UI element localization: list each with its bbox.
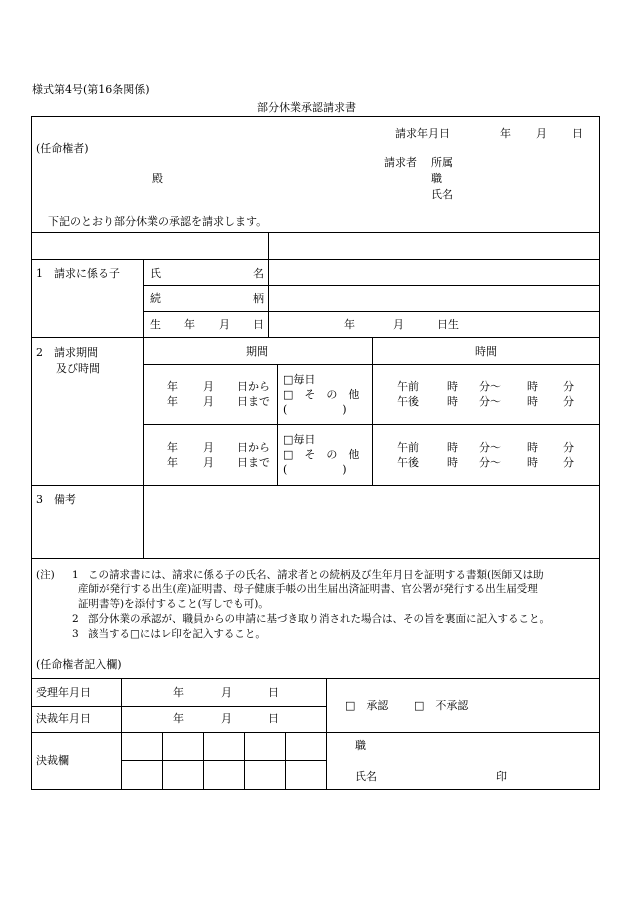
row1-pm-m1: 分～ — [479, 395, 501, 408]
child-birth-label-2: 年 — [184, 318, 195, 331]
decided-date-label: 決裁年月日 — [36, 712, 91, 725]
approve-checkbox[interactable]: □ 承認 — [345, 699, 389, 712]
row1-am-m1: 分～ — [479, 380, 501, 393]
approver-name-label: 氏名 — [355, 770, 377, 783]
received-year: 年 — [173, 686, 184, 699]
row1-am-label: 午前 — [397, 380, 419, 393]
rule-auth-decided — [31, 732, 600, 733]
row1-am-h1: 時 — [447, 380, 458, 393]
request-date-label: 請求年月日 — [395, 127, 450, 140]
form-title: 部分休業承認請求書 — [257, 101, 356, 114]
row2-from-day: 日から — [237, 441, 270, 454]
row1-other-paren: ( ) — [283, 403, 347, 416]
row2-pm-h2: 時 — [527, 456, 538, 469]
row1-pm-m2: 分 — [563, 395, 574, 408]
requester-label: 請求者 — [384, 156, 417, 169]
child-relation-label-1: 続 — [150, 292, 161, 305]
row1-to-day: 日まで — [237, 395, 270, 408]
request-year: 年 — [500, 127, 511, 140]
approver-position-label: 職 — [355, 739, 366, 752]
row1-to-year: 年 — [167, 395, 178, 408]
period-section-label-1: 2 請求期間 — [36, 346, 98, 359]
authority-entry-label: (任命権者記入欄) — [36, 658, 122, 671]
vrule-child-value — [268, 259, 269, 337]
row1-pm-h2: 時 — [527, 395, 538, 408]
rule-period-bottom — [31, 485, 600, 486]
request-month: 月 — [536, 127, 547, 140]
note-1-line-1: この請求書には、請求に係る子の氏名、請求者との続柄及び生年月日を証明する書類(医師又は助 — [88, 569, 544, 581]
rule-auth-received — [31, 706, 326, 707]
row1-opt-other[interactable]: □ そ の 他 — [283, 388, 360, 401]
period-header: 期間 — [246, 345, 268, 358]
period-section-label-2: 及び時間 — [56, 362, 100, 375]
row2-am-m2: 分 — [563, 441, 574, 454]
vrule-stamp-3 — [244, 732, 245, 790]
decision-label: 決裁欄 — [36, 754, 69, 767]
disapprove-checkbox[interactable]: □ 不承認 — [414, 699, 469, 712]
vrule-blank-row — [268, 232, 269, 259]
note-3-line: 該当する□にはレ印を記入すること。 — [88, 628, 266, 640]
child-birth-label-1: 生 — [150, 318, 161, 331]
note-2-line: 部分休業の承認が、職員からの申請に基づき取り消された場合は、その旨を裏面に記入すること。 — [88, 613, 550, 625]
row2-from-month: 月 — [203, 441, 214, 454]
row2-pm-label: 午後 — [397, 456, 419, 469]
request-day: 日 — [572, 127, 583, 140]
rule-blank-row — [31, 259, 600, 260]
child-birth-day: 日生 — [437, 318, 459, 331]
rule-header-bottom — [31, 232, 600, 233]
decided-year: 年 — [173, 712, 184, 725]
child-name-label-2: 名 — [253, 267, 264, 280]
row2-pm-h1: 時 — [447, 456, 458, 469]
vrule-auth-label — [121, 679, 122, 790]
affiliation-label: 所属 — [431, 156, 453, 169]
vrule-stamp-1 — [162, 732, 163, 790]
row2-to-day: 日まで — [237, 456, 270, 469]
row1-pm-label: 午後 — [397, 395, 419, 408]
row1-pm-h1: 時 — [447, 395, 458, 408]
row1-from-year: 年 — [167, 380, 178, 393]
received-date-label: 受理年月日 — [36, 686, 91, 699]
child-birth-month: 月 — [393, 318, 404, 331]
vrule-label-col — [143, 259, 144, 558]
row2-am-h1: 時 — [447, 441, 458, 454]
rule-child-2 — [143, 311, 600, 312]
received-month: 月 — [221, 686, 232, 699]
row2-other-paren: ( ) — [283, 463, 347, 476]
honorific: 殿 — [152, 172, 163, 185]
vrule-period-time — [372, 337, 373, 485]
seal-label: 印 — [496, 770, 507, 783]
remarks-label: 3 備考 — [36, 493, 76, 506]
note-1-line-3: 証明書等)を添付すること(写しでも可)。 — [78, 598, 269, 610]
child-birth-label-4: 日 — [253, 318, 264, 331]
authority-table-border — [31, 679, 600, 790]
rule-child-bottom — [31, 337, 600, 338]
vrule-auth-right — [326, 679, 327, 790]
received-day: 日 — [268, 686, 279, 699]
rule-remarks-bottom — [31, 558, 600, 559]
appointing-authority-label: (任命権者) — [36, 142, 89, 155]
notes-prefix: (注) — [36, 569, 55, 581]
row2-from-year: 年 — [167, 441, 178, 454]
row1-to-month: 月 — [203, 395, 214, 408]
row1-opt-daily[interactable]: □毎日 — [283, 373, 316, 386]
row2-pm-m2: 分 — [563, 456, 574, 469]
note-3-number: 3 — [72, 628, 79, 640]
note-1-line-2: 産師が発行する出生(産)証明書、母子健康手帳の出生届出済証明書、官公署が発行する出生届受理 — [78, 583, 538, 595]
row2-to-year: 年 — [167, 456, 178, 469]
child-relation-label-2: 柄 — [253, 292, 264, 305]
row2-opt-other[interactable]: □ そ の 他 — [283, 448, 360, 461]
rule-child-1 — [143, 285, 600, 286]
row2-am-h2: 時 — [527, 441, 538, 454]
child-name-label-1: 氏 — [150, 267, 161, 280]
form-number: 様式第4号(第16条関係) — [32, 83, 150, 96]
rule-auth-stamp-mid — [121, 760, 326, 761]
row2-am-label: 午前 — [397, 441, 419, 454]
name-label: 氏名 — [431, 188, 453, 201]
vrule-stamp-4 — [285, 732, 286, 790]
row2-to-month: 月 — [203, 456, 214, 469]
child-birth-label-3: 月 — [219, 318, 230, 331]
time-header: 時間 — [475, 345, 497, 358]
note-1-number: 1 — [72, 569, 79, 581]
row1-am-h2: 時 — [527, 380, 538, 393]
row1-from-day: 日から — [237, 380, 270, 393]
note-2-number: 2 — [72, 613, 79, 625]
position-label: 職 — [431, 172, 442, 185]
vrule-stamp-2 — [203, 732, 204, 790]
decided-day: 日 — [268, 712, 279, 725]
row1-from-month: 月 — [203, 380, 214, 393]
vrule-period-opts — [277, 364, 278, 485]
child-section-label: 1 請求に係る子 — [36, 267, 120, 280]
row2-opt-daily[interactable]: □毎日 — [283, 433, 316, 446]
child-birth-year: 年 — [344, 318, 355, 331]
row2-am-m1: 分～ — [479, 441, 501, 454]
request-statement: 下記のとおり部分休業の承認を請求します。 — [48, 215, 268, 228]
row2-pm-m1: 分～ — [479, 456, 501, 469]
decided-month: 月 — [221, 712, 232, 725]
row1-am-m2: 分 — [563, 380, 574, 393]
